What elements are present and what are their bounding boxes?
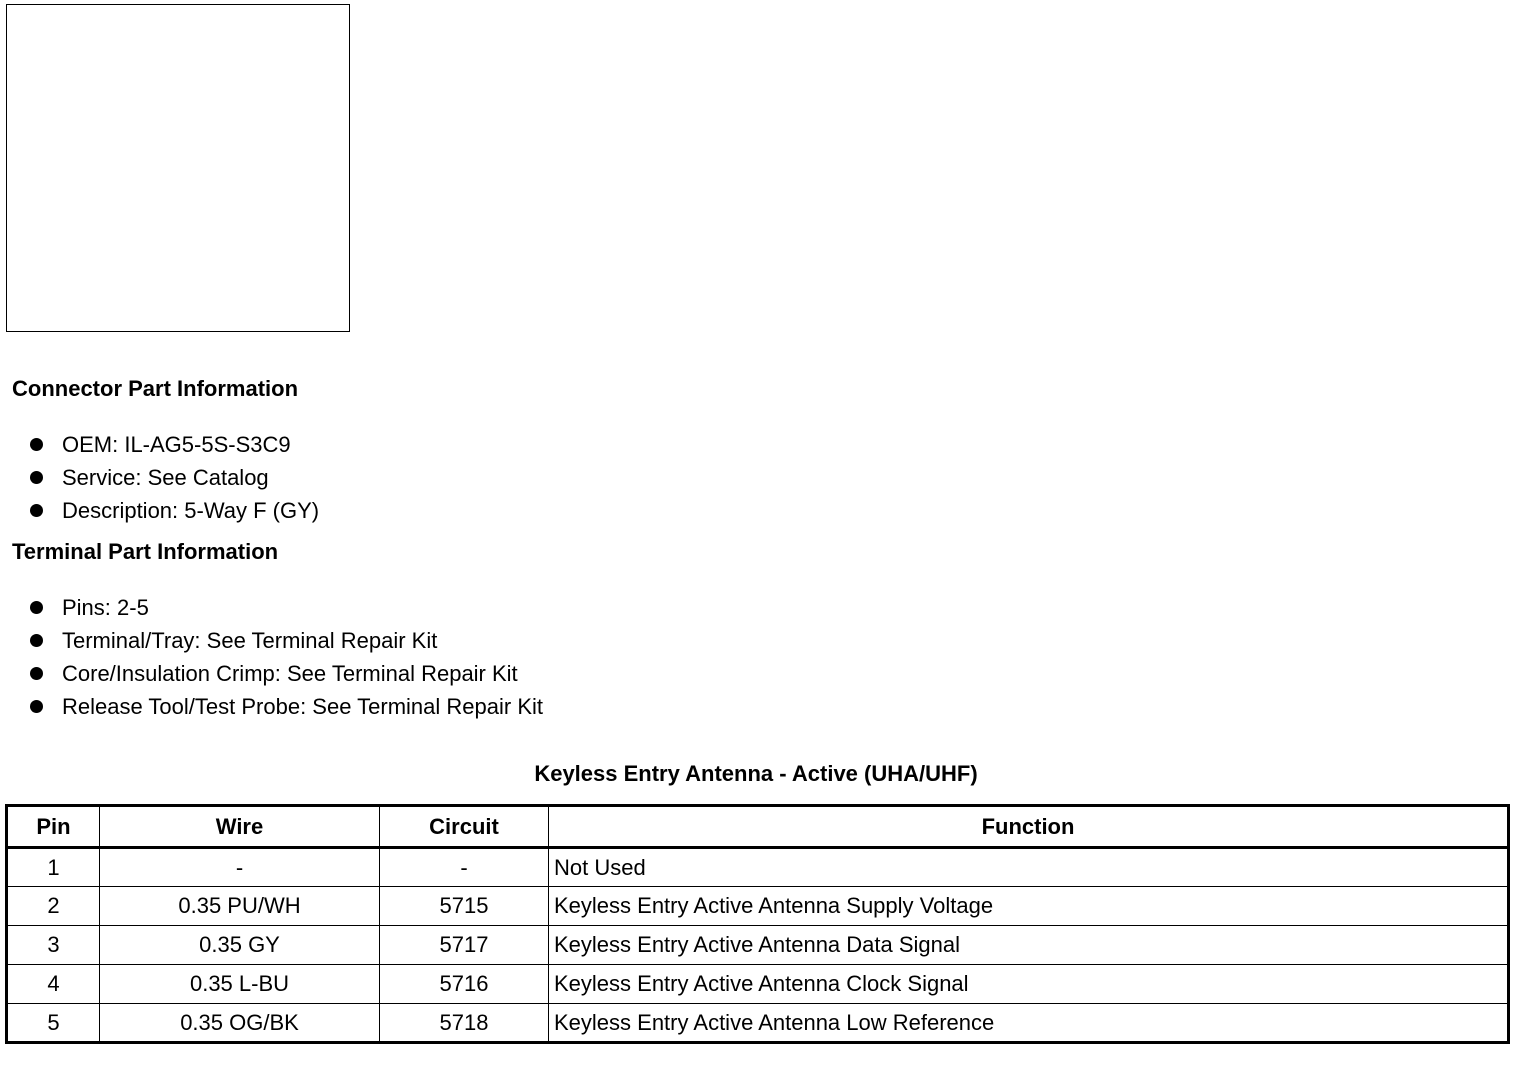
function-cell: Keyless Entry Active Antenna Supply Voltage [549, 887, 1509, 926]
terminal-part-info-heading: Terminal Part Information [12, 539, 279, 564]
column-header-function: Function [549, 806, 1509, 848]
pin-cell: 3 [7, 926, 100, 965]
column-header-wire: Wire [100, 806, 380, 848]
table-row [7, 965, 1509, 1004]
pin-cell: 4 [7, 965, 100, 1004]
connector-part-info-list [28, 428, 319, 527]
bullet-icon [30, 438, 43, 451]
bullet-icon [30, 504, 43, 517]
list-item [28, 461, 319, 494]
wire-cell: 0.35 OG/BK [100, 1004, 380, 1043]
list-item [28, 428, 319, 461]
function-cell: Keyless Entry Active Antenna Data Signal [549, 926, 1509, 965]
function-cell: Not Used [549, 848, 1509, 887]
pin-cell: 2 [7, 887, 100, 926]
list-item-text: Terminal/Tray: See Terminal Repair Kit [62, 628, 438, 653]
function-cell: Keyless Entry Active Antenna Clock Signal [549, 965, 1509, 1004]
list-item-text: Core/Insulation Crimp: See Terminal Repair Kit [62, 661, 518, 686]
terminal-part-info-list [28, 591, 543, 723]
table-row [7, 1004, 1509, 1043]
list-item [28, 690, 543, 723]
connector-image-placeholder [6, 4, 350, 332]
pin-table [5, 804, 1510, 1044]
table-title: Keyless Entry Antenna - Active (UHA/UHF) [534, 761, 978, 786]
circuit-cell: 5717 [380, 926, 549, 965]
table-header-row [7, 806, 1509, 848]
pin-cell: 1 [7, 848, 100, 887]
function-cell: Keyless Entry Active Antenna Low Reference [549, 1004, 1509, 1043]
table-row [7, 926, 1509, 965]
list-item-text: Pins: 2-5 [62, 595, 149, 620]
circuit-cell: 5718 [380, 1004, 549, 1043]
list-item [28, 591, 543, 624]
bullet-icon [30, 700, 43, 713]
list-item [28, 494, 319, 527]
bullet-icon [30, 471, 43, 484]
list-item-text: OEM: IL-AG5-5S-S3C9 [62, 432, 291, 457]
column-header-circuit: Circuit [380, 806, 549, 848]
wire-cell: 0.35 GY [100, 926, 380, 965]
list-item [28, 624, 543, 657]
list-item-text: Description: 5-Way F (GY) [62, 498, 320, 523]
circuit-cell: - [380, 848, 549, 887]
bullet-icon [30, 667, 43, 680]
list-item [28, 657, 543, 690]
circuit-cell: 5715 [380, 887, 549, 926]
list-item-text: Release Tool/Test Probe: See Terminal Repair Kit [62, 694, 543, 719]
bullet-icon [30, 634, 43, 647]
circuit-cell: 5716 [380, 965, 549, 1004]
bullet-icon [30, 601, 43, 614]
list-item-text: Service: See Catalog [62, 465, 269, 490]
pin-cell: 5 [7, 1004, 100, 1043]
table-row [7, 887, 1509, 926]
wire-cell: 0.35 PU/WH [100, 887, 380, 926]
wire-cell: - [100, 848, 380, 887]
column-header-pin: Pin [7, 806, 100, 848]
table-row [7, 848, 1509, 887]
wire-cell: 0.35 L-BU [100, 965, 380, 1004]
connector-part-info-heading: Connector Part Information [12, 376, 299, 401]
